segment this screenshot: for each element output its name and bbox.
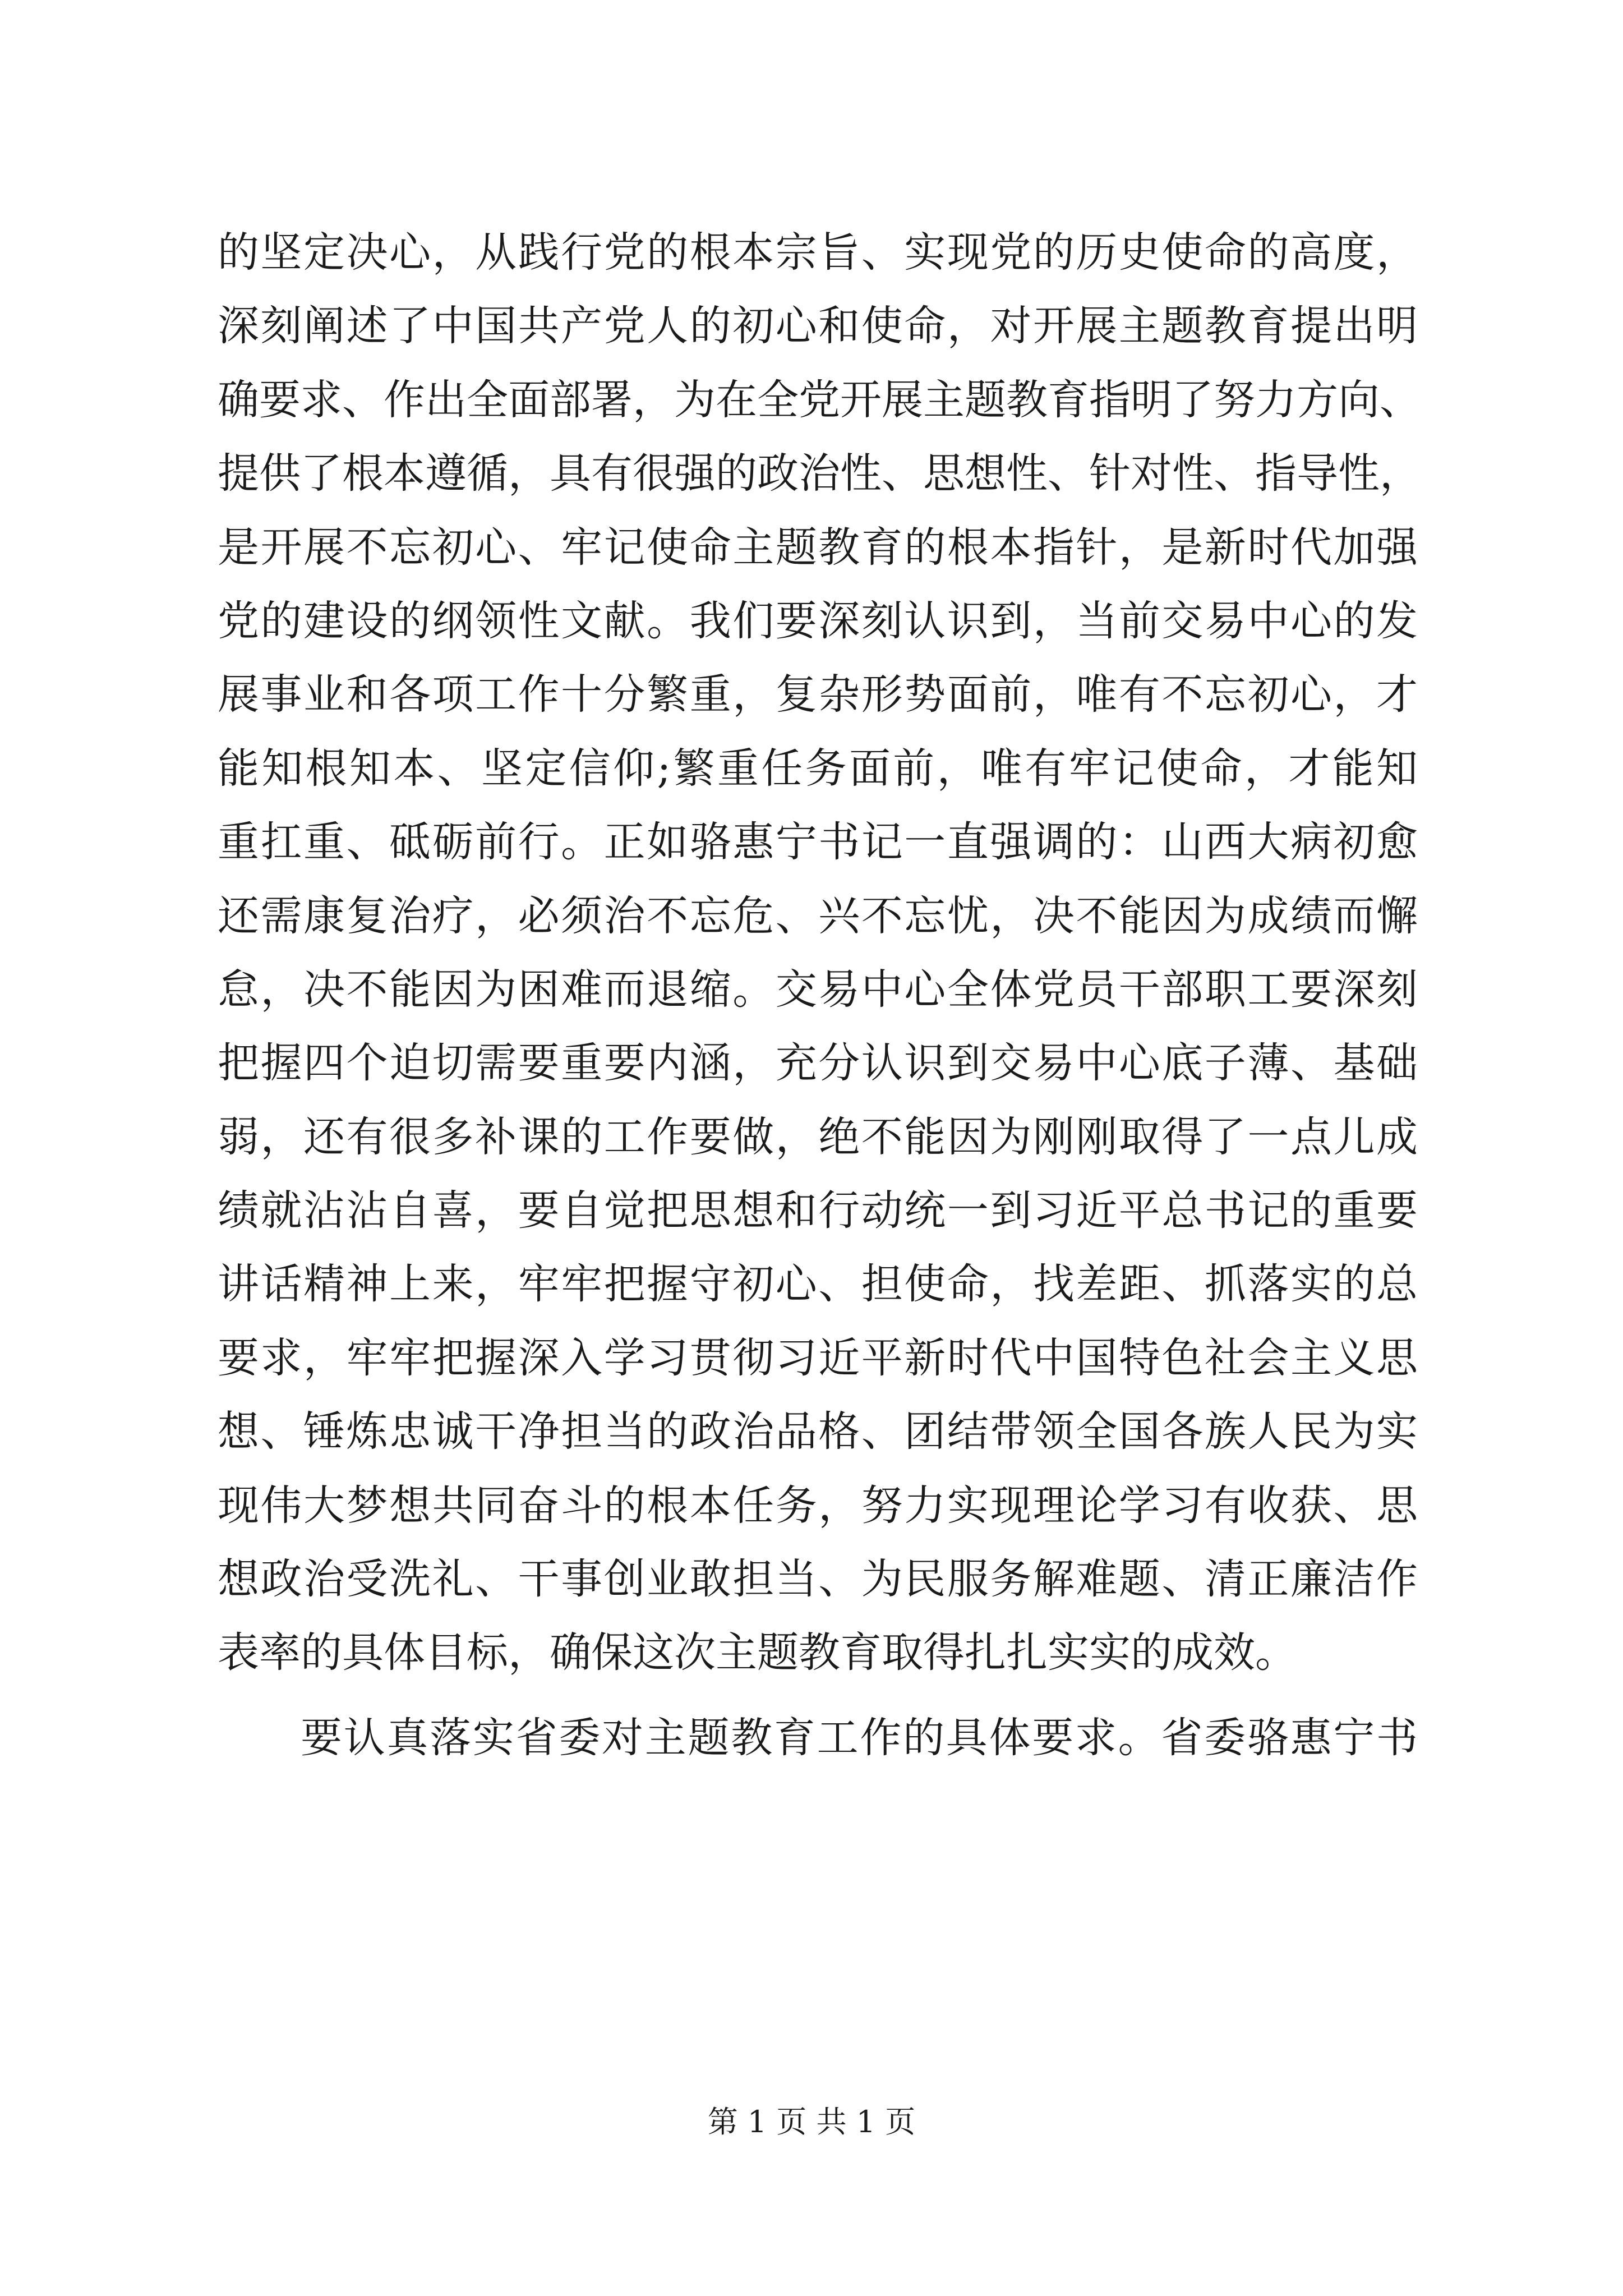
paragraph-line: 讲话精神上来，牢牢把握守初心、担使命，找差距、抓落实的总 (218, 1260, 1418, 1309)
paragraph-line: 绩就沾沾自喜，要自觉把思想和行动统一到习近平总书记的重要 (218, 1186, 1418, 1235)
page-footer: 第 1 页 共 1 页 (707, 2104, 916, 2139)
paragraph-line: 要求，牢牢把握深入学习贯彻习近平新时代中国特色社会主义思 (218, 1333, 1418, 1382)
paragraph-line: 能知根知本、坚定信仰;繁重任务面前，唯有牢记使命，才能知 (218, 744, 1418, 793)
paragraph-line: 怠，决不能因为困难而退缩。交易中心全体党员干部职工要深刻 (218, 965, 1418, 1014)
paragraph-line: 把握四个迫切需要重要内涵，充分认识到交易中心底子薄、基础 (218, 1039, 1418, 1088)
paragraph-line: 表率的具体目标，确保这次主题教育取得扎扎实实的成效。 (218, 1628, 1297, 1677)
paragraph-gap (218, 1690, 1418, 1701)
paragraph-line: 弱，还有很多补课的工作要做，绝不能因为刚刚取得了一点儿成 (218, 1112, 1418, 1161)
paragraph-line: 想、锤炼忠诚干净担当的政治品格、团结带领全国各族人民为实 (218, 1407, 1418, 1456)
paragraph-line: 的坚定决心，从践行党的根本宗旨、实现党的历史使命的高度， (218, 228, 1418, 277)
paragraph-line: 确要求、作出全面部署，为在全党开展主题教育指明了努力方向、 (218, 375, 1421, 424)
paragraph-line: 展事业和各项工作十分繁重，复杂形势面前，唯有不忘初心，才 (218, 670, 1418, 719)
paragraph-line: 还需康复治疗，必须治不忘危、兴不忘忧，决不能因为成绩而懈 (218, 891, 1418, 940)
body-text (218, 216, 1421, 1775)
paragraph-line: 是开展不忘初心、牢记使命主题教育的根本指针，是新时代加强 (218, 523, 1418, 572)
paragraph-line: 想政治受洗礼、干事创业敢担当、为民服务解难题、清正廉洁作 (218, 1555, 1418, 1604)
paragraph-line: 提供了根本遵循，具有很强的政治性、思想性、针对性、指导性， (218, 449, 1421, 498)
paragraph-line: 现伟大梦想共同奋斗的根本任务，努力实现理论学习有收获、思 (218, 1481, 1418, 1530)
paragraph-line: 重扛重、砥砺前行。正如骆惠宁书记一直强调的：山西大病初愈 (218, 818, 1418, 867)
paragraph-line: 党的建设的纲领性文献。我们要深刻认识到，当前交易中心的发 (218, 596, 1418, 645)
paragraph-line: 深刻阐述了中国共产党人的初心和使命，对开展主题教育提出明 (218, 302, 1418, 351)
paragraph-line: 要认真落实省委对主题教育工作的具体要求。省委骆惠宁书 (301, 1713, 1418, 1762)
